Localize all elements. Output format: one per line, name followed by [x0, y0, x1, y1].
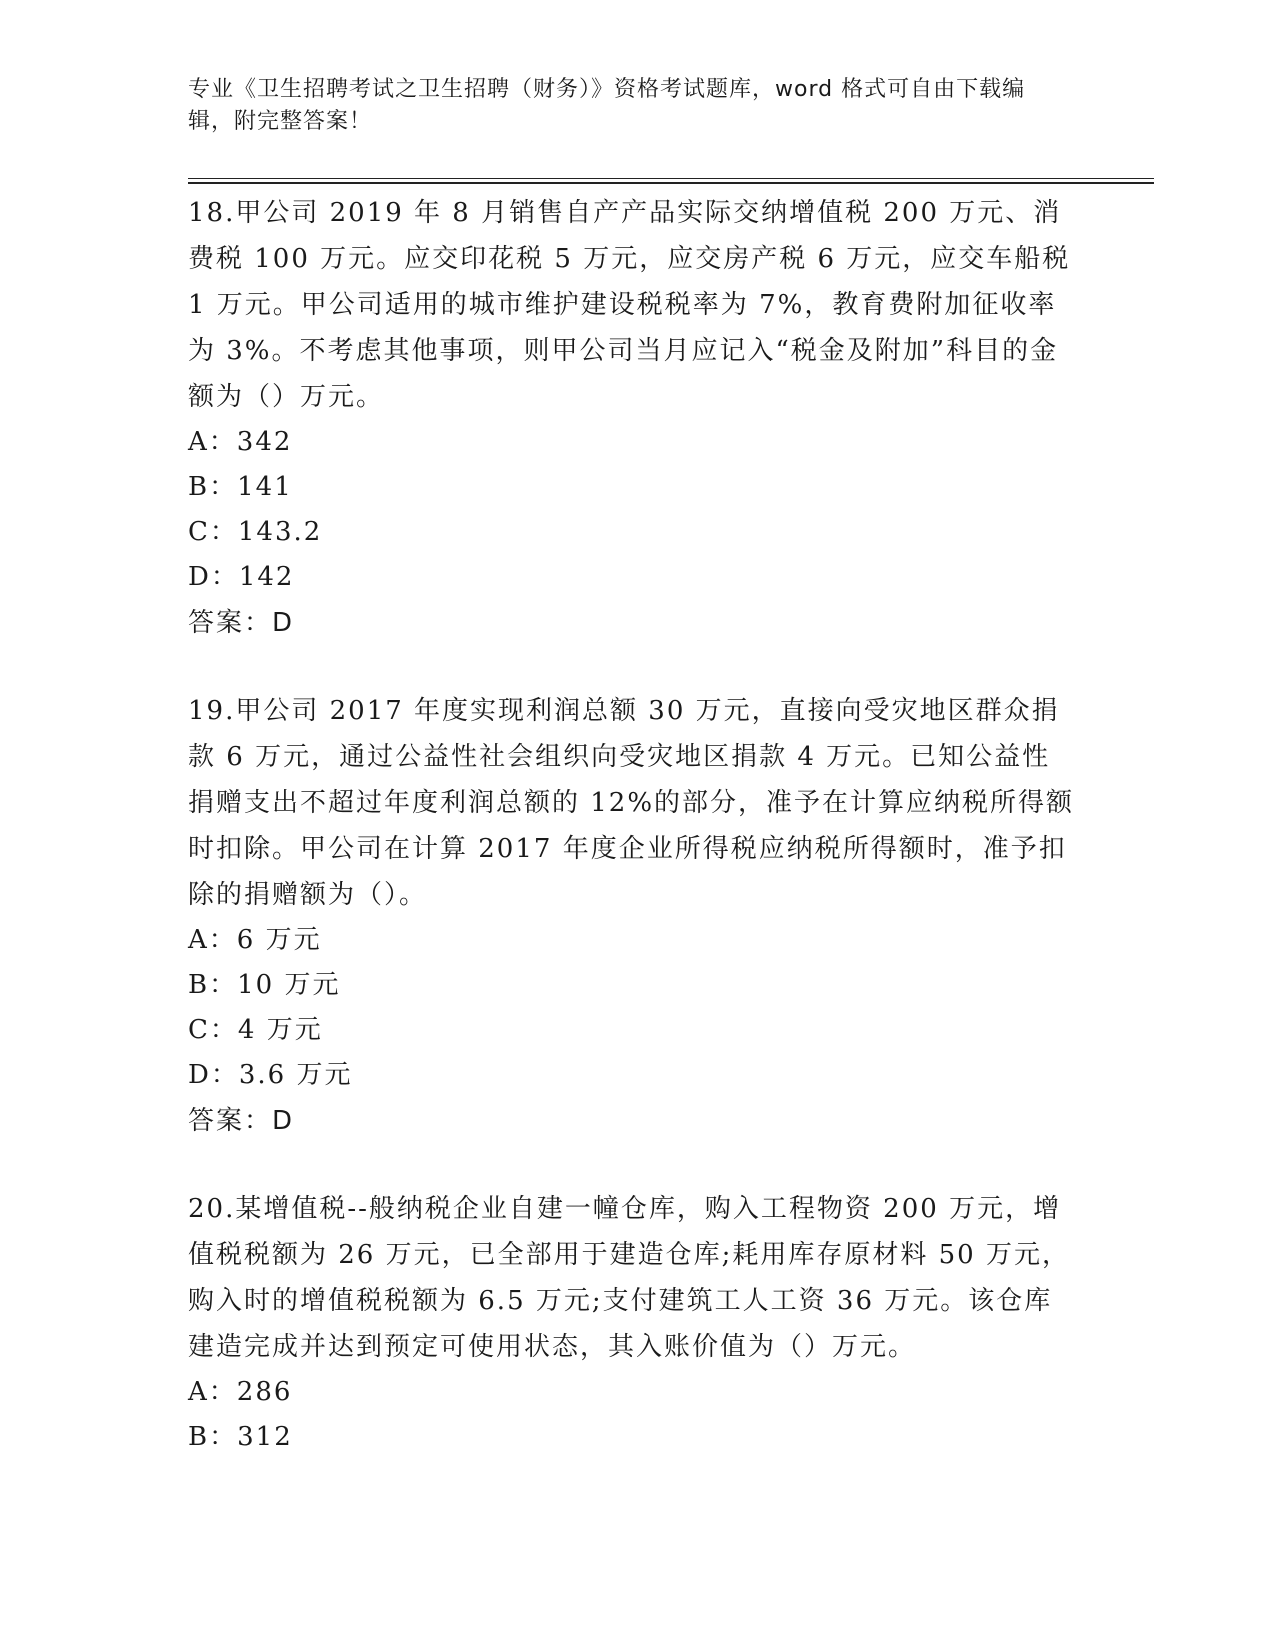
option-b: B：10 万元: [188, 970, 341, 1000]
question-stem: 20.某增值税--般纳税企业自建一幢仓库，购入工程物资 200 万元，增值税税额为 26 万元，已全部用于建造仓库;耗用库存原材料 50 万元，购入时的增值税税额为 6.5 万元;支付建筑工人工资 36 万元。该仓库建造完成并达到预定可使用状态，其入账价值为（）万元。: [188, 1194, 1070, 1362]
document-header: [188, 74, 1068, 138]
answer-line: 答案：D: [188, 608, 295, 638]
header-text: 专业《卫生招聘考试之卫生招聘（财务）》资格考试题库，word 格式可自由下载编辑，附完整答案！: [188, 77, 1026, 134]
header-divider-thin: [188, 178, 1154, 179]
option-d: D：142: [188, 562, 295, 592]
option-d: D：3.6 万元: [188, 1060, 353, 1090]
question-19: [188, 688, 1078, 1144]
option-c: C：143.2: [188, 517, 323, 547]
option-a: A：6 万元: [188, 925, 322, 955]
question-stem: 18.甲公司 2019 年 8 月销售自产产品实际交纳增值税 200 万元、消费税 100 万元。应交印花税 5 万元，应交房产税 6 万元，应交车船税 1 万元。甲公司适用的城市维护建设税税率为 7%，教育费附加征收率为 3%。不考虑其他事项，则甲公司当月应记入“税金及附加”科目的金额为（）万元。: [188, 198, 1071, 412]
answer-line: 答案：D: [188, 1106, 295, 1136]
option-b: B：312: [188, 1422, 293, 1452]
question-stem: 19.甲公司 2017 年度实现利润总额 30 万元，直接向受灾地区群众捐款 6 万元，通过公益性社会组织向受灾地区捐款 4 万元。已知公益性捐赠支出不超过年度利润总额的 12%的部分，准予在计算应纳税所得额时扣除。甲公司在计算 2017 年度企业所得税应纳税所得额时，准予扣除的捐赠额为（）。: [188, 696, 1075, 910]
option-a: A：286: [188, 1377, 293, 1407]
option-a: A：342: [188, 427, 293, 457]
question-list: [188, 190, 1078, 1502]
question-20: [188, 1186, 1078, 1460]
header-divider-thick: [188, 182, 1154, 184]
option-b: B：141: [188, 472, 293, 502]
question-18: [188, 190, 1078, 646]
option-c: C：4 万元: [188, 1015, 323, 1045]
